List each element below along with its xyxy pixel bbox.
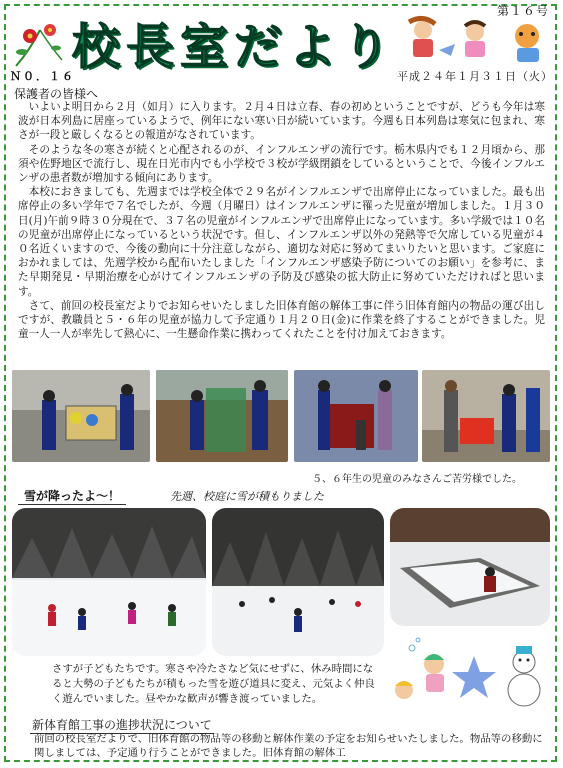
newsletter-title: 校 長 室 だ よ り bbox=[71, 18, 397, 75]
issue-date: 平成２４年１月３１日（火） bbox=[397, 70, 553, 83]
greeting-heading: 保護者の皆様へ bbox=[14, 87, 99, 101]
gym-section-text: 前回の校長室だよりで、旧体育館の物品等の移動と解体作業の予定をお知らせいたしました。物品等の移動に関しましては、予定通り行うことができました。旧体育館の解体工 bbox=[34, 733, 543, 759]
snowman-illustration bbox=[388, 632, 552, 712]
photo-students-cart bbox=[12, 370, 150, 462]
issue-no: Ｎ０．１６ bbox=[10, 70, 75, 83]
photo-students-frame bbox=[156, 370, 288, 462]
children-illustration bbox=[395, 14, 555, 68]
snow-section-title: 雪が降ったよ〜！ bbox=[18, 487, 126, 505]
photo-snow-field bbox=[212, 508, 384, 656]
issue-number: 第１６号 bbox=[496, 4, 549, 18]
paragraph: いよいよ明日から２月（如月）に入ります。２月４日は立春、春の初めということですが、どうも今年は寒波が日本列島に居座っているようで、例年にない寒い日が続いています。今週も日本列島は寒気に包まれ、寒さが一段と厳しくなるとの報道がなされています。 bbox=[18, 101, 545, 142]
photo-snow-sandbox bbox=[390, 508, 550, 626]
main-article bbox=[18, 100, 545, 341]
paragraph: そのような冬の寒さが続くと心配されるのが、インフルエンザの流行です。栃木県内でも１２月頃から、那須や佐野地区で流行し、現在日光市内でも小学校で３校が学級閉鎖をしているということで、今後インフルエンザの患者数が増加する傾向にあります。 bbox=[18, 143, 545, 185]
paragraph: さて、前回の校長室だよりでお知らせいたしました旧体育館の解体工事に伴う旧体育館内の物品の運び出しですが、教職員と５・６年の児童が協力して予定通り１月２０日(金)に作業を終了することができました。児童一人一人が率先して熱心に、一生懸命作業に携わってくれたことを付け加えておきます。 bbox=[18, 299, 545, 341]
photo-caption: ５、６年生の児童のみなさんご苦労様でした。 bbox=[312, 474, 522, 485]
paragraph: 本校におきましても、先週までは学校全体で２９名がインフルエンザで出席停止になっていました。最も出席停止の多い学年で７名でしたが、今週（月曜日）はインフルエンザに罹った児童が増加しました。１月３０日(月)午前９時３０分現在で、３７名の児童がインフルエンザで出席停止になっています。多い学級では１０名の児童が出席停止になっているという状況です。但し、インフルエンザ以外の発熱等で欠席している児童が４０名近くいますので、今後の動向に十分注意しながら、適切な対応に努めてまいりたいと思います。ご家庭におかれましては、先週学校から配布いたしました「インフルエンザ感染予防についてのお願い」を参考に、また早期発見・早期治療を心がけてインフルエンザの予防及び感染の拡大防止に努めていただければと思います。 bbox=[18, 186, 545, 298]
photo-snow-playground bbox=[12, 508, 206, 656]
snow-text: さすが子どもたちです。寒さや冷たさなど気にせずに、休み時間になると大勢の子どもたちが積もった雪を遊び道具に変え、元気よく仲良く遊んでいました。昼やかな歓声が響き渡っていました。 bbox=[52, 663, 375, 705]
flower-illustration bbox=[10, 20, 70, 68]
gym-section-title: 新体育館工事の進捗状況について bbox=[32, 718, 212, 732]
photo-students-red-box bbox=[422, 370, 550, 462]
photo-students-box bbox=[294, 370, 418, 462]
snow-section-subtitle: 先週、校庭に雪が積もりました bbox=[170, 490, 324, 503]
